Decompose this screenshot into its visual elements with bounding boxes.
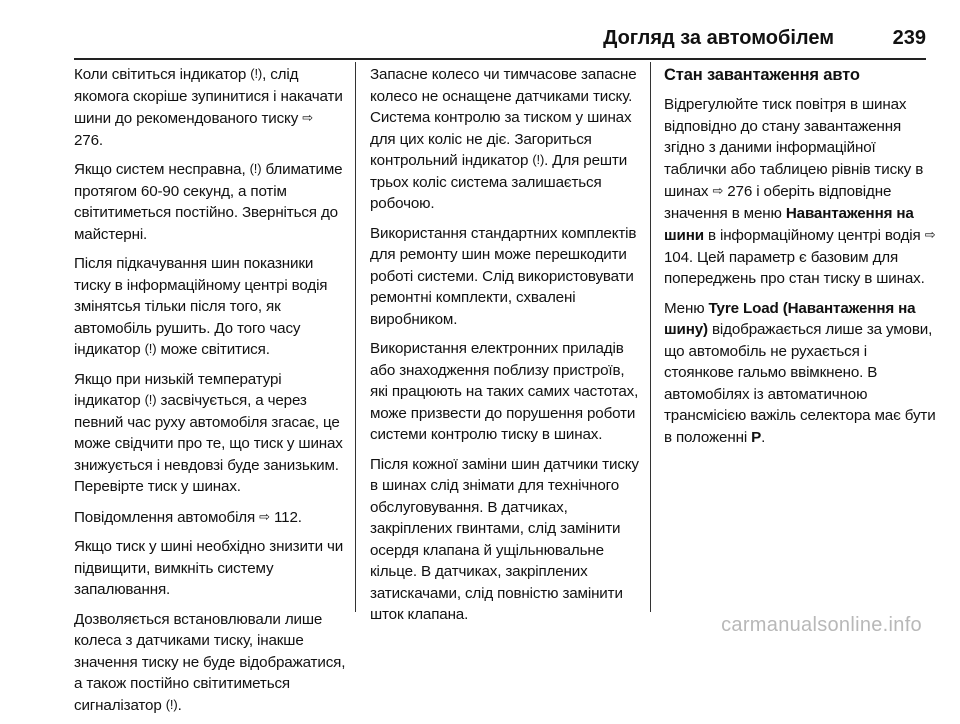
paragraph: Повідомлення автомобіля ⇨ 112. <box>74 506 346 529</box>
column-1 <box>74 64 346 724</box>
paragraph: Після підкачування шин показники тиску в інформаційному центрі водія змінятсья тільки після того, як автомобіль рушить. До того часу індикатор (!) може світитися. <box>74 255 328 358</box>
paragraph: Коли світиться індикатор (!), слід якомога скоріше зупинитися і накачати шини до рекомендованого тиску ⇨ 276. <box>74 66 343 149</box>
paragraph: Відрегулюйте тиск повітря в шинах відповідно до стану завантаження згідно з даними інформаційної таблички або таблицею рівнів тиску в шинах ⇨ 276 і оберіть відповідне значення в меню Навантаження на шини в інформаційному центрі водія ⇨ 104. Цей параметр є базовим для попереджень про стан тиску в шинах. <box>664 96 936 287</box>
header-rule <box>74 58 926 60</box>
watermark: carmanualsonline.info <box>721 614 922 636</box>
page-reference-icon: ⇨ <box>924 227 936 242</box>
paragraph: Після кожної заміни шин датчики тиску в шинах слід знімати для технічного обслуговування. В датчиках, закріплених гвинтами, слід замінити осердя клапана й ущільнювальне кільце. В датчиках, закріплених затискачами, слід повністю замінити шток клапана. <box>370 455 639 623</box>
tire-pressure-icon: (!) <box>249 161 262 176</box>
paragraph: Якщо тиск у шині необхідно знизити чи підвищити, вимкніть систему запалювання. <box>74 538 344 598</box>
paragraph: Використання електронних приладів або знаходження поблизу пристроїв, які працюють на таких самих частотах, може призвести до порушення роботи системи контролю тиску в шинах. <box>370 340 639 443</box>
tire-pressure-icon: (!) <box>144 341 157 356</box>
column-2 <box>370 64 640 634</box>
column-divider <box>650 62 651 612</box>
page-reference-icon: ⇨ <box>259 508 270 524</box>
page-reference-icon: ⇨ <box>712 183 724 198</box>
paragraph: Використання стандартних комплектів для ремонту шин може перешкодити роботі системи. Слід використовувати ремонтні комплекти, схвалені виробником. <box>370 224 637 328</box>
tire-pressure-icon: (!) <box>250 66 263 81</box>
tire-pressure-icon: (!) <box>532 152 545 167</box>
paragraph: Меню Tyre Load (Навантаження на шину) відображається лише за умови, що автомобіль не рухається і стоянкове гальмо ввімкнено. В автомобілях із автоматичною трансмісією важіль селектора має бути в положенні P. <box>664 299 936 446</box>
tire-pressure-icon: (!) <box>165 696 178 712</box>
page-number: 239 <box>892 27 926 49</box>
paragraph: Дозволяється встановлювали лише колеса з датчиками тиску, інакше значення тиску не буде відображатися, а також постійно світитиметься сигналізатор (!). <box>74 610 346 714</box>
paragraph: Запасне колесо чи тимчасове запасне колесо не оснащене датчиками тиску. Система контролю за тиском у шинах для цих коліс не діє. Загориться контрольний індикатор (!). Для решти трьох коліс система залишається робочою. <box>370 66 637 212</box>
page-title: Догляд за автомобілем <box>603 27 834 49</box>
page-header <box>74 22 926 62</box>
section-heading: Стан завантаження авто <box>664 66 860 84</box>
paragraph: Якщо при низькій температурі індикатор (!) засвічується, а через певний час руху автомобіля згасає, це може свідчити про те, що тиск у шинах знижується і невдовзі буде занизьким. Перевірте тиск у шинах. <box>74 370 343 495</box>
column-divider <box>355 62 356 612</box>
paragraph: Якщо систем несправна, (!) блиматиме протягом 60-90 секунд, а потім світитиметься постійно. Зверніться до майстерні. <box>74 161 343 243</box>
tire-pressure-icon: (!) <box>144 392 157 407</box>
page-reference-icon: ⇨ <box>302 110 313 125</box>
column-3 <box>664 64 936 456</box>
